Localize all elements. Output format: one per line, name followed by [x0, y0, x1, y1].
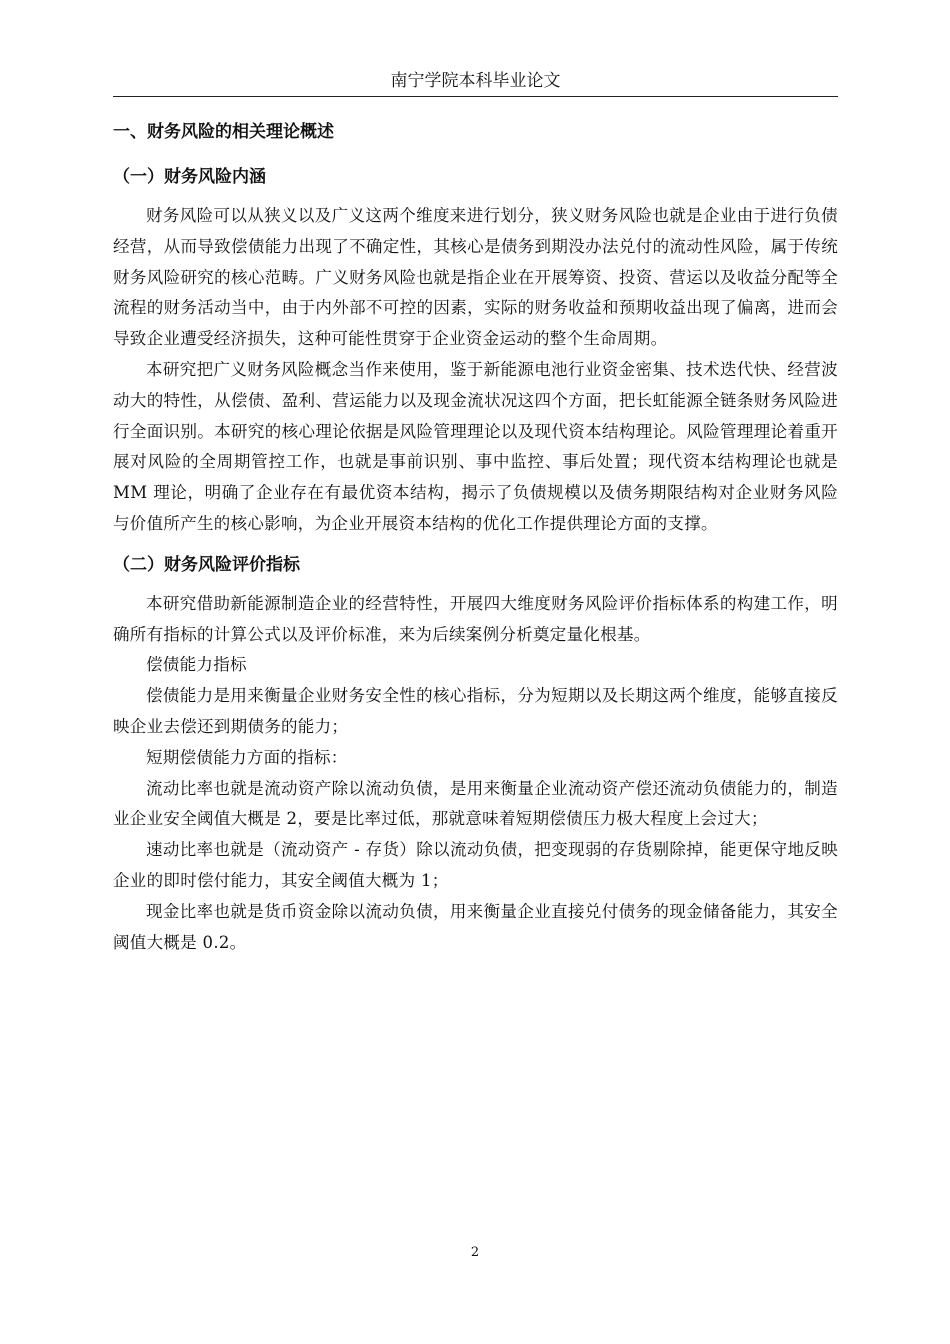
paragraph: 速动比率也就是（流动资产 - 存货）除以流动负债，把变现弱的存货剔除掉，能更保守地反映企业的即时偿付能力，其安全阈值大概为 1； — [113, 840, 838, 890]
subsection-title-connotation: （一）财务风险内涵 — [113, 167, 266, 187]
paragraph: 本研究把广义财务风险概念当作来使用，鉴于新能源电池行业资金密集、技术迭代快、经营波动大的特性，从偿债、盈利、营运能力以及现金流状况这四个方面，把长虹能源全链条财务风险进行全面识别。本研究的核心理论依据是风险管理理论以及现代资本结构理论。风险管理理论着重开展对风险的全周期管控工作，也就是事前识别、事中监控、事后处置；现代资本结构理论也就是 MM 理论，明确了企业存在有最优资本结构，揭示了负债规模以及债务期限结构对企业财务风险与价值所产生的核心影响，为企业开展资本结构的优化工作提供理论方面的支撑。 — [113, 359, 838, 533]
paragraph: 现金比率也就是货币资金除以流动负债，用来衡量企业直接兑付债务的现金储备能力，其安全阈值大概是 0.2。 — [113, 901, 838, 952]
paragraph: 短期偿债能力方面的指标： — [146, 747, 348, 767]
paragraph: 偿债能力是用来衡量企业财务安全性的核心指标，分为短期以及长期这两个维度，能够直接反映企业去偿还到期债务的能力； — [113, 686, 838, 736]
subsection-title-indicators: （二）财务风险评价指标 — [113, 554, 300, 575]
paragraph: 财务风险可以从狭义以及广义这两个维度来进行划分，狭义财务风险也就是企业由于进行负债经营，从而导致偿债能力出现了不确定性，其核心是债务到期没办法兑付的流动性风险，属于传统财务风险研究的核心范畴。广义财务风险也就是指企业在开展筹资、投资、营运以及收益分配等全流程的财务活动当中，由于内外部不可控的因素，实际的财务收益和预期收益出现了偏离，进而会导致企业遭受经济损失，这种可能性贯穿于企业资金运动的整个生命周期。 — [113, 206, 838, 349]
section-title: 一、财务风险的相关理论概述 — [113, 122, 334, 142]
running-header: 南宁学院本科毕业论文 — [390, 71, 561, 91]
paragraph: 本研究借助新能源制造企业的经营特性，开展四大维度财务风险评价指标体系的构建工作，明确所有指标的计算公式以及评价标准，来为后续案例分析奠定量化根基。 — [113, 593, 838, 644]
paragraph: 流动比率也就是流动资产除以流动负债，是用来衡量企业流动资产偿还流动负债能力的，制造业企业安全阈值大概是 2，要是比率过低，那就意味着短期偿债压力极大程度上会过大； — [113, 778, 838, 829]
page-body — [113, 117, 838, 958]
paragraph: 偿债能力指标 — [146, 655, 247, 675]
header-divider — [113, 96, 838, 97]
page-number: 2 — [470, 1245, 480, 1260]
